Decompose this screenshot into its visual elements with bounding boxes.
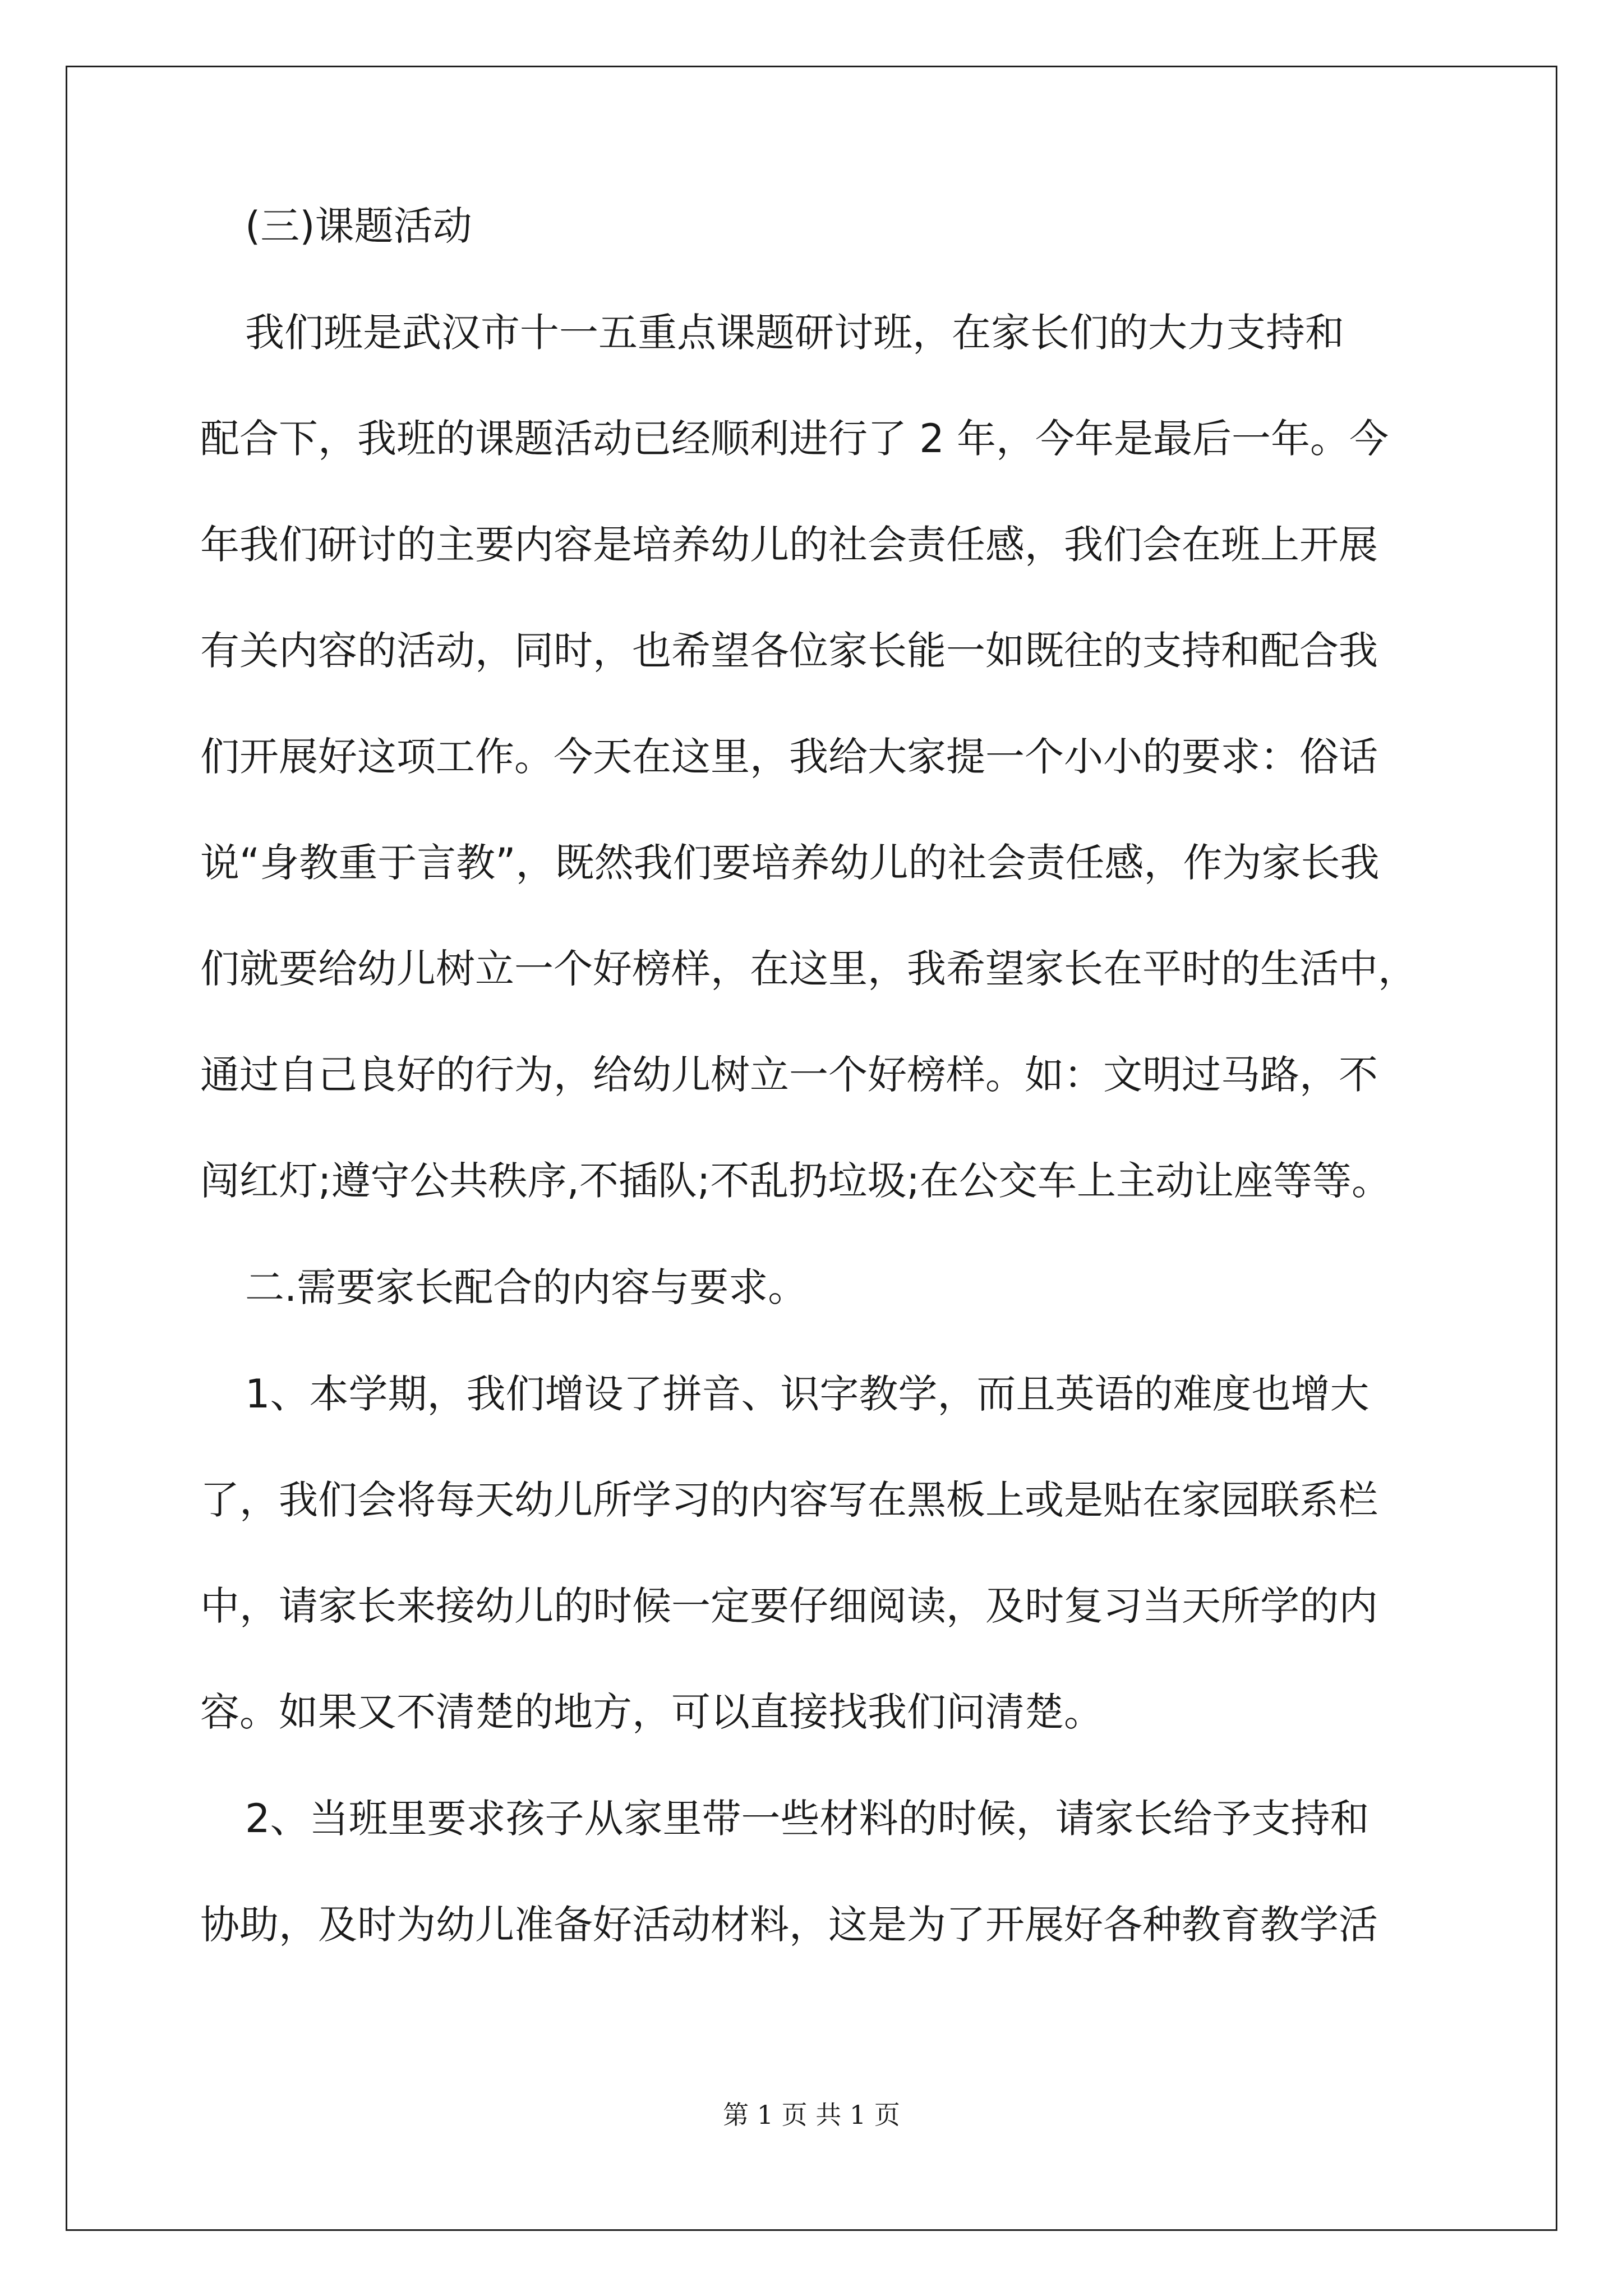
page-number-label: 第 1 页 共 1 页: [723, 2100, 900, 2130]
document-body: [200, 203, 1428, 1948]
paragraph-line: 们就要给幼儿树立一个好榜样，在这里，我希望家长在平时的生活中，: [200, 946, 1417, 992]
paragraph-line: 们开展好这项工作。今天在这里，我给大家提一个小小的要求：俗话: [200, 734, 1378, 780]
paragraph-line: 闯红灯;遵守公共秩序,不插队;不乱扔垃圾;在公交车上主动让座等等。: [200, 1158, 1391, 1204]
section-heading: 二.需要家长配合的内容与要求。: [245, 1264, 808, 1310]
paragraph-line: 有关内容的活动，同时，也希望各位家长能一如既往的支持和配合我: [200, 628, 1378, 674]
paragraph-line: 配合下，我班的课题活动已经顺利进行了 2 年，今年是最后一年。今: [200, 416, 1389, 462]
page-footer: [0, 2101, 1623, 2129]
paragraph-line: 容。如果又不清楚的地方，可以直接找我们问清楚。: [200, 1689, 1103, 1735]
paragraph-line: 通过自己良好的行为，给幼儿树立一个好榜样。如：文明过马路，不: [200, 1052, 1378, 1098]
paragraph-line: 了，我们会将每天幼儿所学习的内容写在黑板上或是贴在家园联系栏: [200, 1477, 1378, 1523]
section-heading: (三)课题活动: [245, 203, 472, 249]
paragraph-line: 我们班是武汉市十一五重点课题研讨班，在家长们的大力支持和: [245, 310, 1344, 356]
paragraph-line: 年我们研讨的主要内容是培养幼儿的社会责任感，我们会在班上开展: [200, 522, 1378, 568]
paragraph-line: 协助，及时为幼儿准备好活动材料，这是为了开展好各种教育教学活: [200, 1902, 1378, 1948]
paragraph-line: 中，请家长来接幼儿的时候一定要仔细阅读，及时复习当天所学的内: [200, 1583, 1378, 1629]
paragraph-line: 2、当班里要求孩子从家里带一些材料的时候，请家长给予支持和: [245, 1796, 1370, 1842]
paragraph-line: 说“身教重于言教”，既然我们要培养幼儿的社会责任感，作为家长我: [200, 840, 1380, 886]
paragraph-line: 1、本学期，我们增设了拼音、识字教学，而且英语的难度也增大: [245, 1371, 1370, 1417]
